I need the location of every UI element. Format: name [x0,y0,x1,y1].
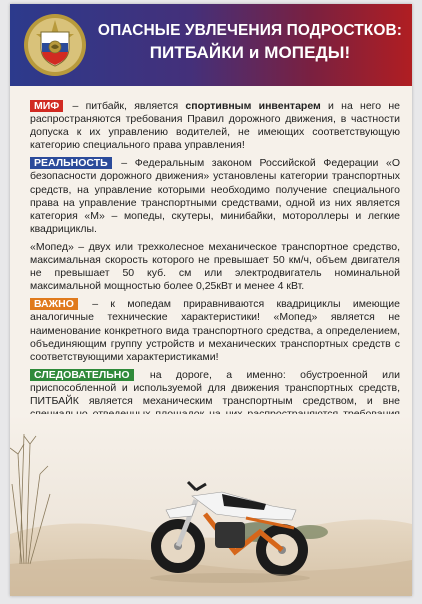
important-paragraph [30,298,400,363]
consequently-tag: СЛЕДОВАТЕЛЬНО [30,369,134,381]
header-banner [10,4,412,86]
title-line-2: ПИТБАЙКИ и МОПЕДЫ! [149,43,351,62]
important-text: – к мопедам приравниваются квадрициклы имеющие аналогичные технические характеристики! «Мопед» является не наименование конкретного вида транспортного средства, а определением, объединяющим группу устройств и механических транспортных средств с соответствующими характеристиками! [30,298,400,363]
myth-tag: МИФ [30,100,63,112]
myth-text-a: – питбайк, является [65,100,186,112]
moped-definition-paragraph: «Мопед» – двух или трехколесное механическое транспортное средство, максимальная скорость которого не превышает 50 км/ч, объем двигателя не превышает 50 куб. см или электродвигатель номинальной максимальной мощностью более 0,25кВт и менее 4 кВт. [30,240,400,293]
pit-bike-icon [10,414,412,596]
traffic-police-emblem-icon [22,12,88,78]
myth-bold: спортивным инвентарем [185,100,321,112]
reality-paragraph [30,157,400,236]
poster [10,4,412,596]
page-title [94,20,406,64]
important-tag: ВАЖНО [30,298,78,310]
reality-text: – Федеральным законом Российской Федерации «О безопасности дорожного движения» установлены категории транспортных средств, на управление которыми необходимо получение специального права на управление транспортными средствами, одной из них является категория «М» – мопеды, скутеры, минибайки, мотороллеры и легкие квадрициклы. [30,157,400,235]
myth-paragraph [30,100,400,152]
myth-text-b: и на него не распространяются требования Правил дорожного движения, в частности допуска к их управлению водителей, не имеющих соответствующую категорию специального права управления! [30,100,400,152]
title-line-1: ОПАСНЫЕ УВЛЕЧЕНИЯ ПОДРОСТКОВ: [97,22,403,39]
consequently-text: на дороге, а именно: обустроенной или приспособленной и используемой для движения транспортных средств, ПИТБАЙК является механическим транспортным средством, и вне [30,368,400,407]
reality-tag: РЕАЛЬНОСТЬ [30,157,112,169]
